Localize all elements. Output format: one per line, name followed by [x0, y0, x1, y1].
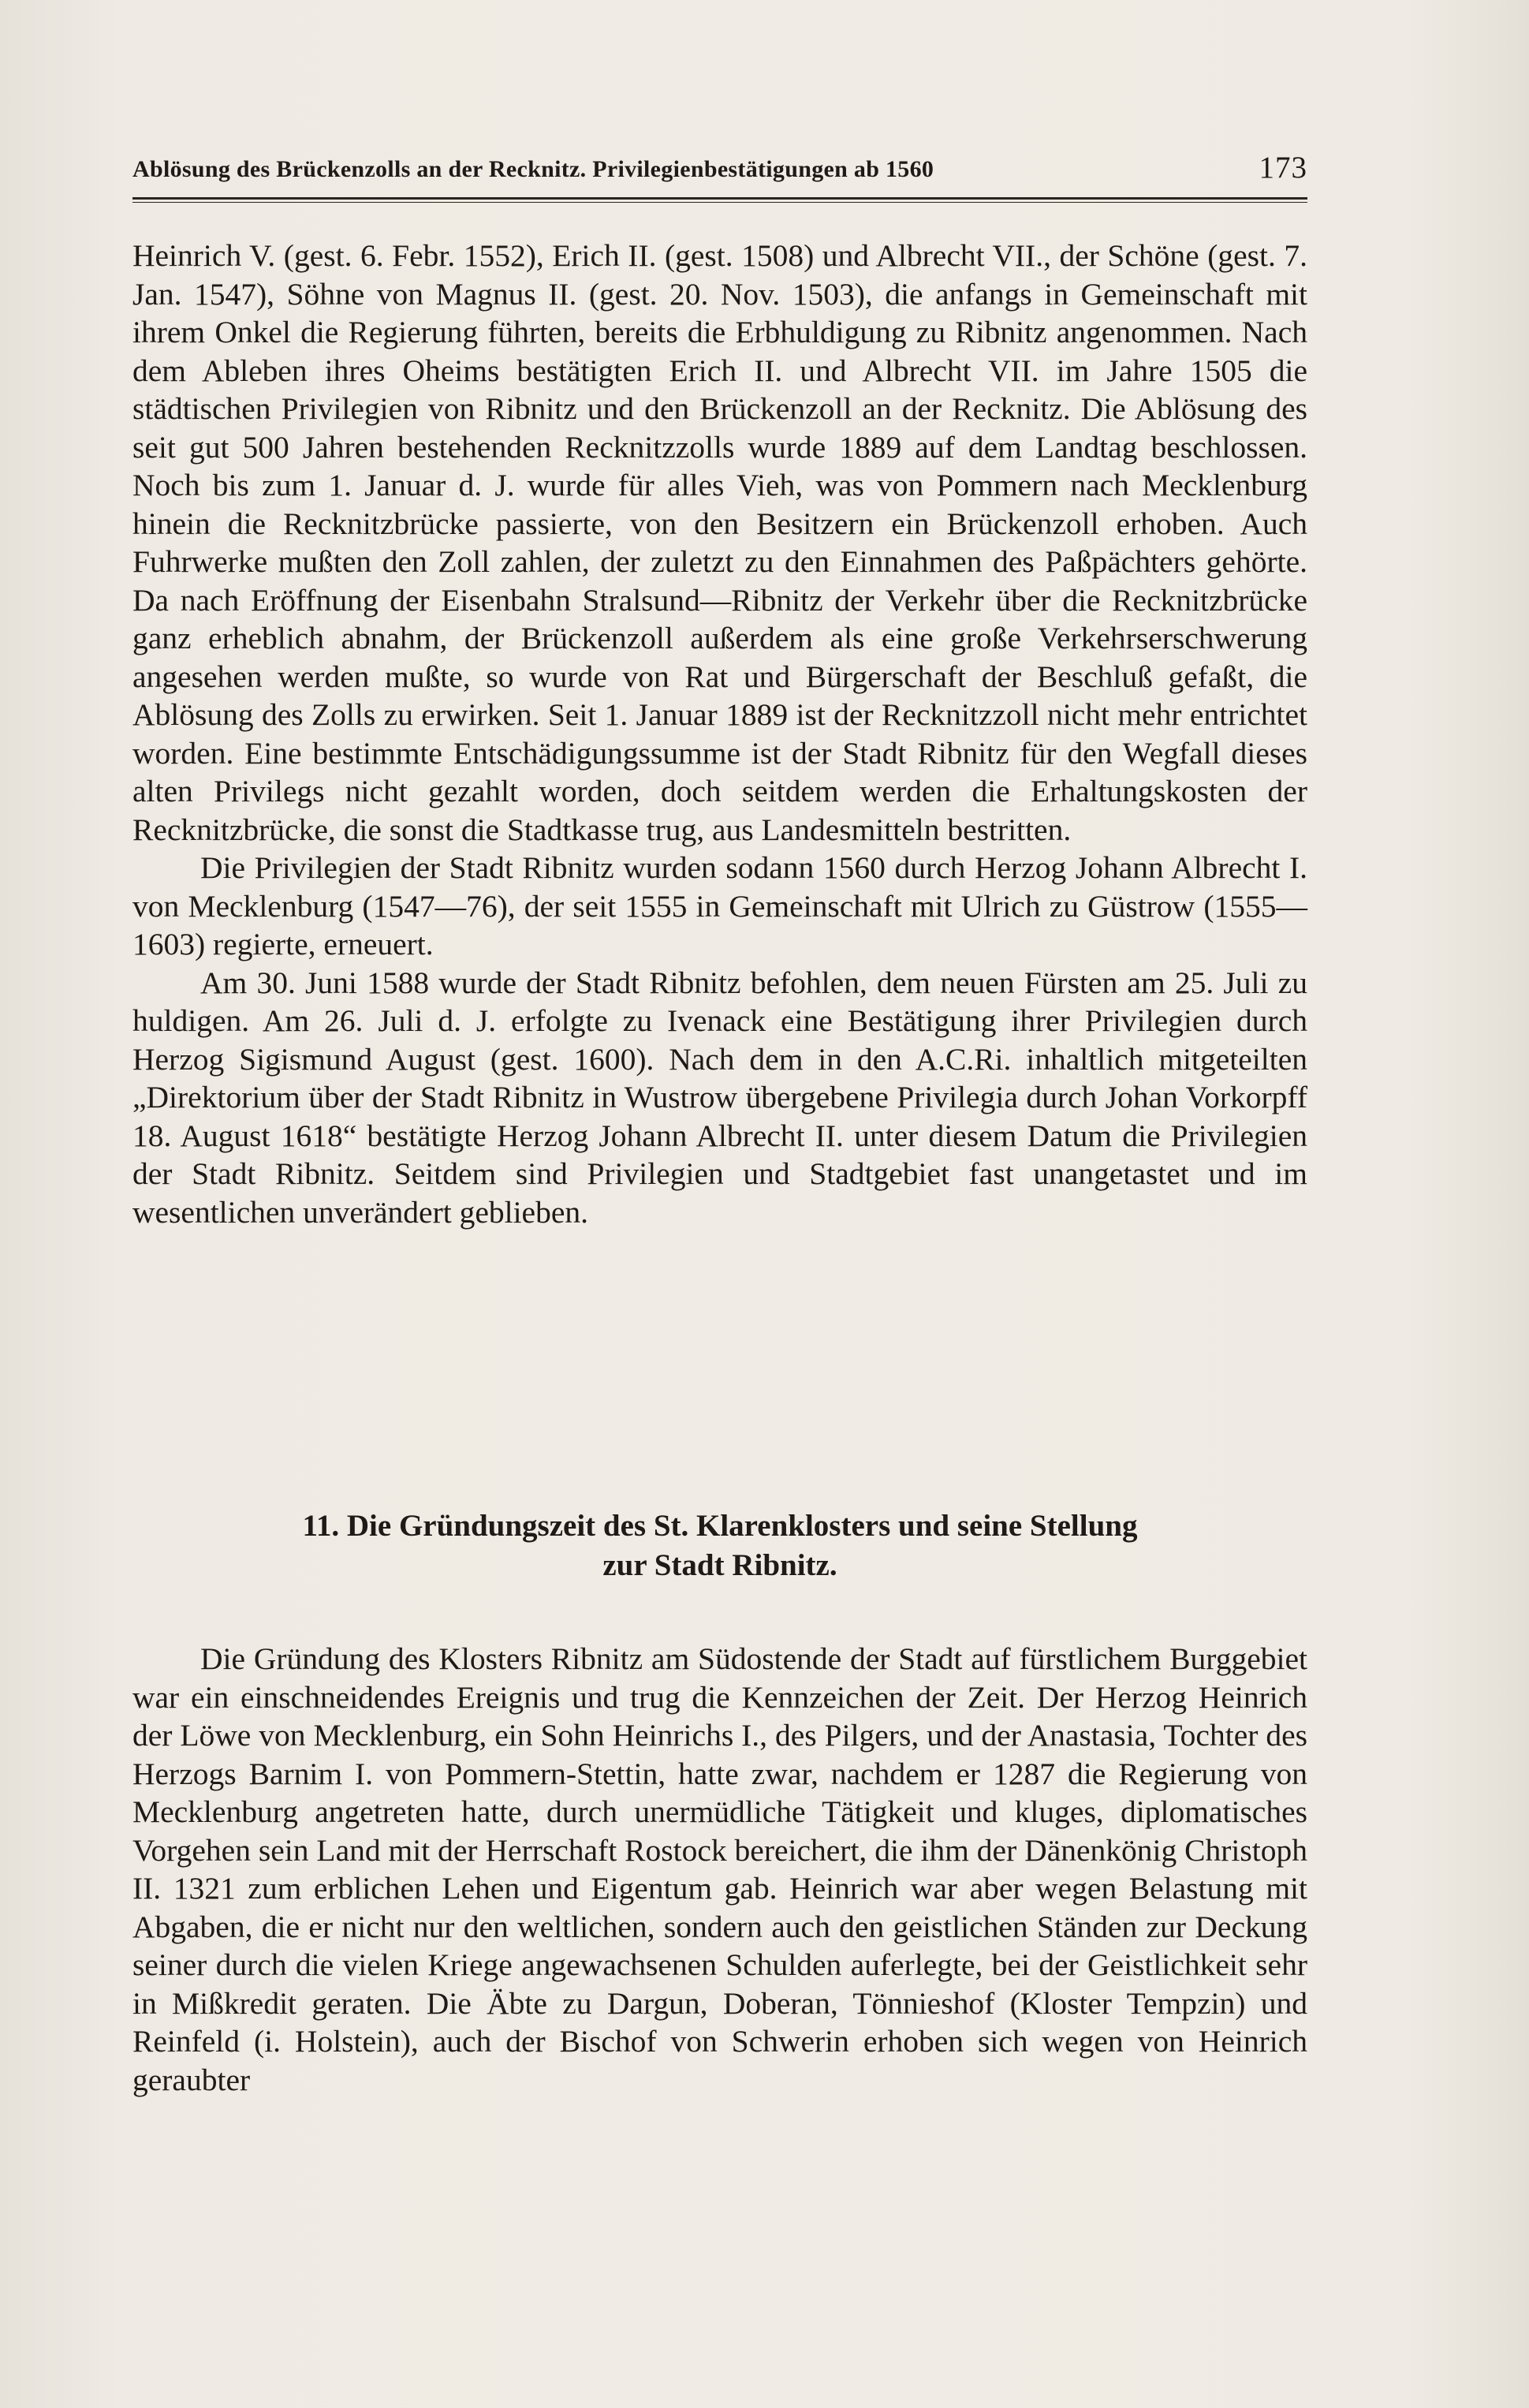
running-header-title: Ablösung des Brückenzolls an der Recknitz. Privilegienbestätigungen ab 1560 [132, 156, 934, 182]
page-number: 173 [1259, 151, 1307, 185]
body-text-part1 [132, 237, 1307, 1231]
header-rule-thin [132, 202, 1307, 203]
paragraph: Heinrich V. (gest. 6. Febr. 1552), Erich II. (gest. 1508) und Albrecht VII., der Schöne (gest. 7. Jan. 1547), Söhne von Magnus II. (gest. 20. Nov. 1503), die anfangs in Gemeinschaft mit ihrem Onkel die Regierung führten, bereits die Erbhuldigung zu Ribnitz angenommen. Nach dem Ableben ihres Oheims bestätigten Erich II. und Albrecht VII. im Jahre 1505 die städtischen Privilegien von Ribnitz und den Brückenzoll an der Recknitz. Die Ablösung des seit gut 500 Jahren bestehenden Recknitzzolls wurde 1889 auf dem Landtag beschlossen. Noch bis zum 1. Januar d. J. wurde für alles Vieh, was von Pommern nach Mecklenburg hinein die Recknitzbrücke passierte, von den Besitzern ein Brückenzoll erhoben. Auch Fuhrwerke mußten den Zoll zahlen, der zuletzt zu den Einnahmen des Paßpächters gehörte. Da nach Eröffnung der Eisenbahn Stralsund—Ribnitz der Verkehr über die Recknitzbrücke ganz erheblich abnahm, der Brückenzoll außerdem als eine große Verkehrserschwerung angesehen werden mußte, so wurde von Rat und Bürgerschaft der Beschluß gefaßt, die Ablösung des Zolls zu erwirken. Seit 1. Januar 1889 ist der Recknitzzoll nicht mehr entrichtet worden. Eine bestimmte Entschädigungssumme ist der Stadt Ribnitz für den Wegfall dieses alten Privilegs nicht gezahlt worden, doch seitdem werden die Erhaltungskosten der Recknitzbrücke, die sonst die Stadtkasse trug, aus Landesmitteln bestritten. [132, 238, 1307, 847]
running-header [132, 148, 1307, 196]
section-heading-line2: zur Stadt Ribnitz. [602, 1548, 837, 1582]
section-heading [132, 1506, 1307, 1585]
paragraph: Am 30. Juni 1588 wurde der Stadt Ribnitz befohlen, dem neuen Fürsten am 25. Juli zu huldigen. Am 26. Juli d. J. erfolgte zu Ivenack eine Bestätigung ihrer Privilegien durch Herzog Sigismund August (gest. 1600). Nach dem in den A.C.Ri. inhaltlich mitgeteilten „Direktorium über der Stadt Ribnitz in Wustrow übergebene Privilegia durch Johan Vorkorpff 18. August 1618“ bestätigte Herzog Johann Albrecht II. unter diesem Datum die Privilegien der Stadt Ribnitz. Seitdem sind Privilegien und Stadtgebiet fast unangetastet und im wesentlichen unverändert geblieben. [132, 965, 1307, 1230]
paragraph: Die Privilegien der Stadt Ribnitz wurden sodann 1560 durch Herzog Johann Albrecht I. von Mecklenburg (1547—76), der seit 1555 in Gemeinschaft mit Ulrich zu Güstrow (1555—1603) regierte, erneuert. [132, 850, 1307, 961]
header-rule [132, 197, 1307, 200]
body-text-part2 [132, 1640, 1307, 2099]
section-heading-line1: 11. Die Gründungszeit des St. Klarenklosters und seine Stellung [302, 1509, 1138, 1543]
paragraph: Die Gründung des Klosters Ribnitz am Südostende der Stadt auf fürstlichem Burggebiet war ein einschneidendes Ereignis und trug die Kennzeichen der Zeit. Der Herzog Heinrich der Löwe von Mecklenburg, ein Sohn Heinrichs I., des Pilgers, und der Anastasia, Tochter des Herzogs Barnim I. von Pommern-Stettin, hatte zwar, nachdem er 1287 die Regierung von Mecklenburg angetreten hatte, durch unermüdliche Tätigkeit und kluges, diplomatisches Vorgehen sein Land mit der Herrschaft Rostock bereichert, die ihm der Dänenkönig Christoph II. 1321 zum erblichen Lehen und Eigentum gab. Heinrich war aber wegen Belastung mit Abgaben, die er nicht nur den weltlichen, sondern auch den geistlichen Ständen zur Deckung seiner durch die vielen Kriege angewachsenen Schulden auferlegte, bei der Geistlichkeit sehr in Mißkredit geraten. Die Äbte zu Dargun, Doberan, Tönnieshof (Kloster Tempzin) und Reinfeld (i. Holstein), auch der Bischof von Schwerin erhoben sich wegen von Heinrich geraubter [132, 1641, 1307, 2097]
